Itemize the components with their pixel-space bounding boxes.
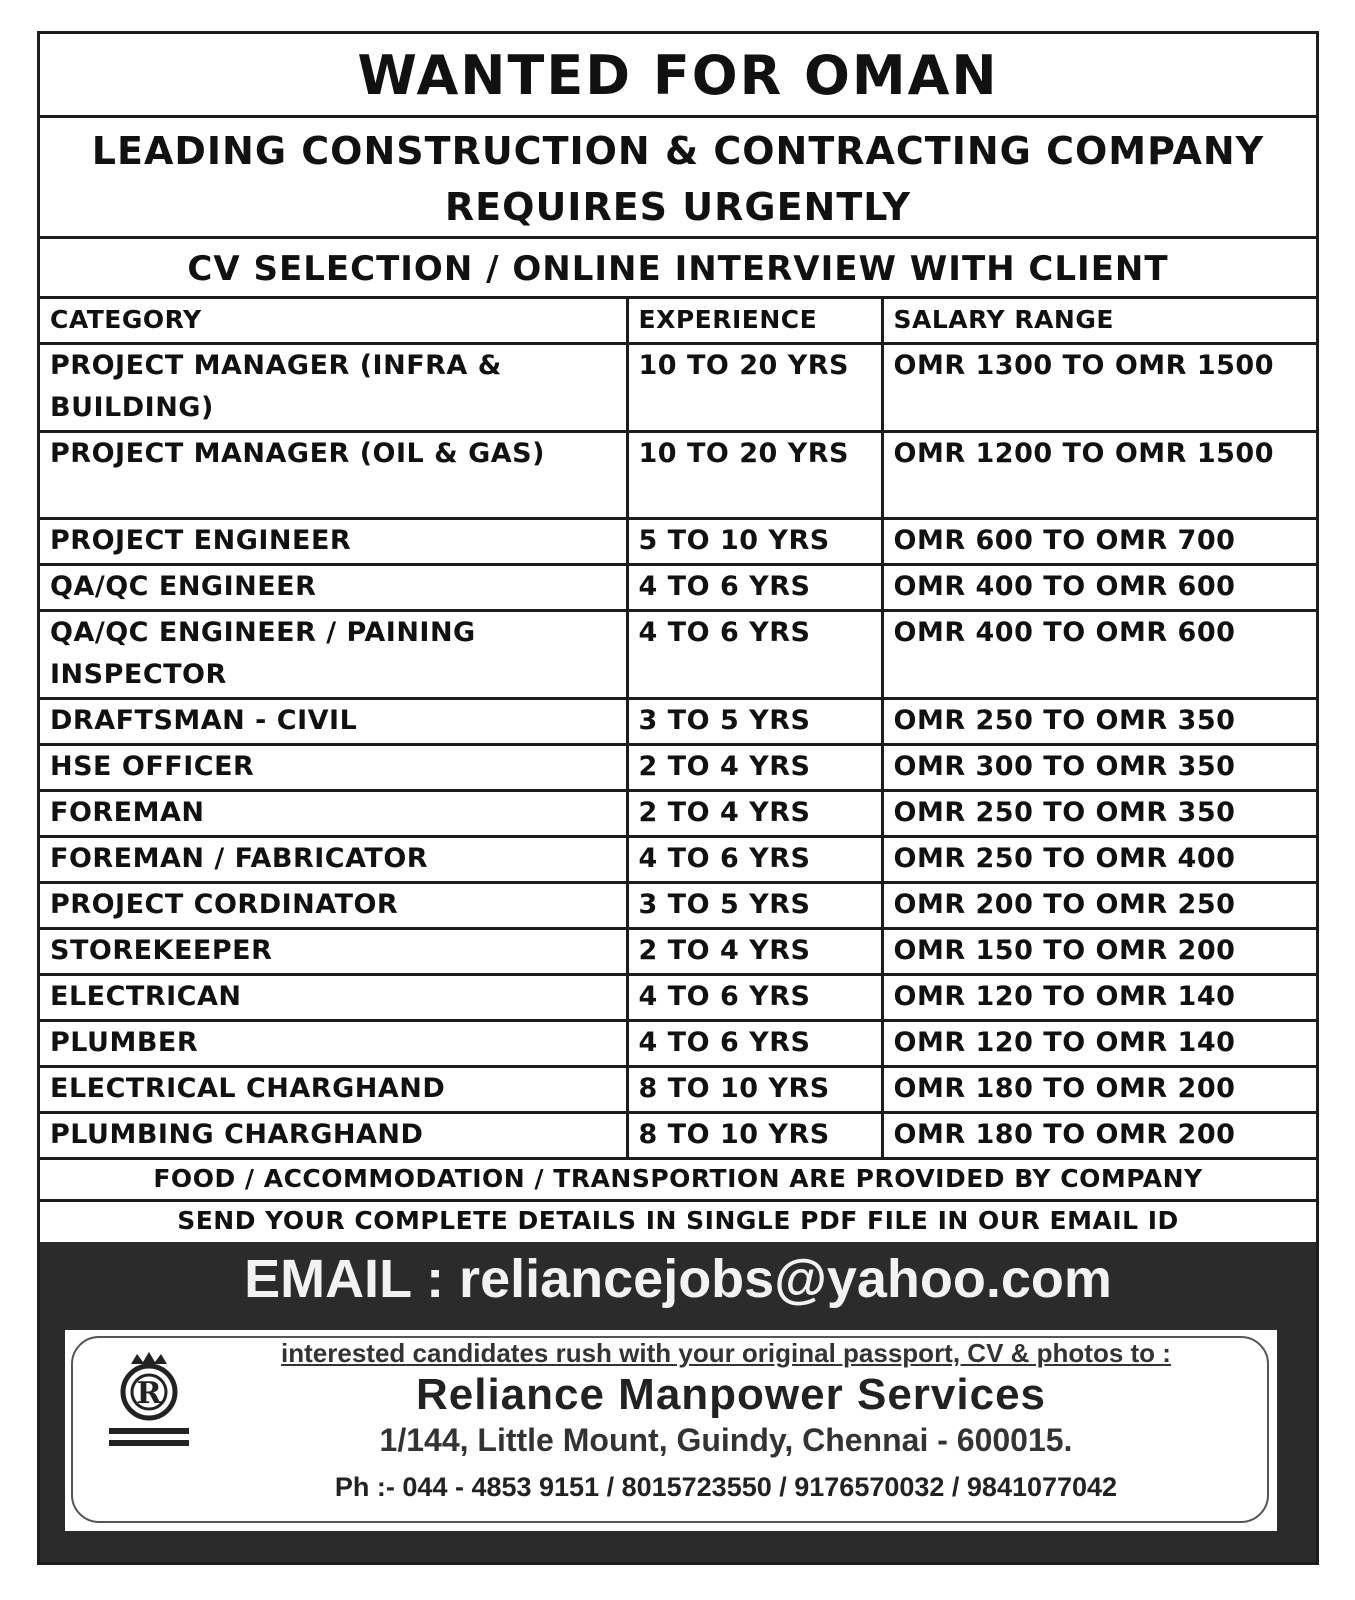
logo-letter: R <box>136 1376 162 1411</box>
salary-cell: OMR 600 TO OMR 700 <box>882 518 1316 564</box>
salary-cell: OMR 180 TO OMR 200 <box>882 1112 1316 1158</box>
email-address[interactable]: EMAIL : reliancejobs@yahoo.com <box>244 1249 1112 1309</box>
salary-cell: OMR 180 TO OMR 200 <box>882 1066 1316 1112</box>
experience-cell: 2 TO 4 YRS <box>627 790 882 836</box>
experience-cell: 10 TO 20 YRS <box>627 343 882 431</box>
salary-cell: OMR 250 TO OMR 350 <box>882 790 1316 836</box>
table-row <box>40 1020 1316 1066</box>
experience-cell: 4 TO 6 YRS <box>627 836 882 882</box>
cv-selection-line: CV SELECTION / ONLINE INTERVIEW WITH CLIENT <box>40 239 1316 299</box>
send-details-note: SEND YOUR COMPLETE DETAILS IN SINGLE PDF FILE IN OUR EMAIL ID <box>177 1206 1179 1235</box>
table-row <box>40 431 1316 518</box>
agency-card <box>65 1330 1277 1531</box>
header-experience: EXPERIENCE <box>627 299 882 343</box>
experience-cell: 4 TO 6 YRS <box>627 974 882 1020</box>
ad-subtitle <box>40 118 1316 239</box>
experience-cell: 4 TO 6 YRS <box>627 1020 882 1066</box>
table-row <box>40 836 1316 882</box>
ad-title: WANTED FOR OMAN <box>40 34 1316 118</box>
salary-cell: OMR 120 TO OMR 140 <box>882 1020 1316 1066</box>
table-row <box>40 698 1316 744</box>
experience-cell: 3 TO 5 YRS <box>627 698 882 744</box>
table-row <box>40 610 1316 698</box>
subtitle-line-1: LEADING CONSTRUCTION & CONTRACTING COMPANY <box>91 129 1265 173</box>
benefits-note: FOOD / ACCOMMODATION / TRANSPORTION ARE PROVIDED BY COMPANY <box>40 1158 1316 1202</box>
experience-cell: 8 TO 10 YRS <box>627 1112 882 1158</box>
salary-cell: OMR 1200 TO OMR 1500 <box>882 431 1316 518</box>
agency-address: 1/144, Little Mount, Guindy, Chennai - 600015. <box>379 1422 1073 1458</box>
salary-cell: OMR 300 TO OMR 350 <box>882 744 1316 790</box>
table-row <box>40 1112 1316 1158</box>
category-cell: PROJECT MANAGER (OIL & GAS) <box>40 431 627 518</box>
table-row <box>40 518 1316 564</box>
salary-cell: OMR 400 TO OMR 600 <box>882 610 1316 698</box>
category-cell: PROJECT MANAGER (INFRA & BUILDING) <box>40 343 627 431</box>
candidate-instruction: interested candidates rush with your original passport, CV & photos to : <box>281 1338 1171 1368</box>
table-row <box>40 1066 1316 1112</box>
experience-cell: 4 TO 6 YRS <box>627 610 882 698</box>
salary-cell: OMR 250 TO OMR 350 <box>882 698 1316 744</box>
category-cell: FOREMAN / FABRICATOR <box>40 836 627 882</box>
experience-cell: 2 TO 4 YRS <box>627 744 882 790</box>
experience-cell: 10 TO 20 YRS <box>627 431 882 518</box>
table-row <box>40 343 1316 431</box>
table-row <box>40 928 1316 974</box>
table-row <box>40 974 1316 1020</box>
header-category: CATEGORY <box>40 299 627 343</box>
category-cell: PROJECT ENGINEER <box>40 518 627 564</box>
table-header-row <box>40 299 1316 343</box>
salary-cell: OMR 250 TO OMR 400 <box>882 836 1316 882</box>
category-cell: QA/QC ENGINEER <box>40 564 627 610</box>
category-cell: ELECTRICAL CHARGHAND <box>40 1066 627 1112</box>
experience-cell: 4 TO 6 YRS <box>627 564 882 610</box>
category-cell: PLUMBER <box>40 1020 627 1066</box>
subtitle-line-2: REQUIRES URGENTLY <box>444 185 912 229</box>
experience-cell: 5 TO 10 YRS <box>627 518 882 564</box>
salary-cell: OMR 150 TO OMR 200 <box>882 928 1316 974</box>
table-row <box>40 790 1316 836</box>
category-cell: PROJECT CORDINATOR <box>40 882 627 928</box>
salary-cell: OMR 400 TO OMR 600 <box>882 564 1316 610</box>
experience-cell: 3 TO 5 YRS <box>627 882 882 928</box>
salary-cell: OMR 200 TO OMR 250 <box>882 882 1316 928</box>
category-cell: HSE OFFICER <box>40 744 627 790</box>
experience-cell: 2 TO 4 YRS <box>627 928 882 974</box>
salary-cell: OMR 1300 TO OMR 1500 <box>882 343 1316 431</box>
agency-name: Reliance Manpower Services <box>415 1370 1047 1419</box>
category-cell: ELECTRICAN <box>40 974 627 1020</box>
category-cell: PLUMBING CHARGHAND <box>40 1112 627 1158</box>
table-row <box>40 882 1316 928</box>
category-cell: QA/QC ENGINEER / PAINING INSPECTOR <box>40 610 627 698</box>
experience-cell: 8 TO 10 YRS <box>627 1066 882 1112</box>
table-row <box>40 564 1316 610</box>
salary-cell: OMR 120 TO OMR 140 <box>882 974 1316 1020</box>
agency-phone: Ph :- 044 - 4853 9151 / 8015723550 / 9176570032 / 9841077042 <box>334 1472 1118 1502</box>
category-cell: DRAFTSMAN - CIVIL <box>40 698 627 744</box>
category-cell: STOREKEEPER <box>40 928 627 974</box>
jobs-table <box>40 299 1316 1160</box>
table-row <box>40 744 1316 790</box>
category-cell: FOREMAN <box>40 790 627 836</box>
contact-panel <box>40 1242 1316 1562</box>
header-salary: SALARY RANGE <box>882 299 1316 343</box>
job-ad-frame <box>37 31 1319 1565</box>
